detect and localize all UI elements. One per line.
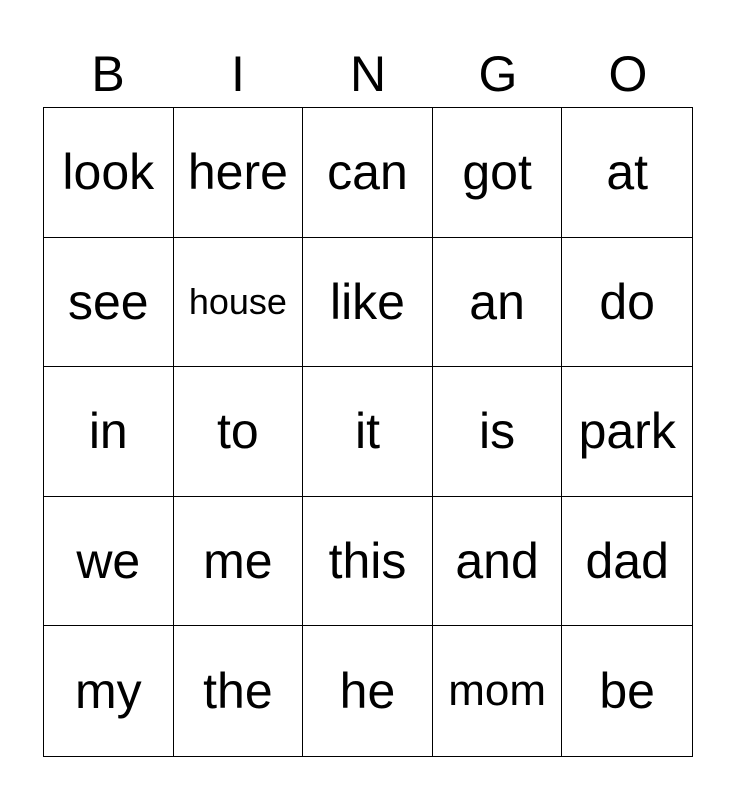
header-letter-g: G [478, 46, 518, 102]
bingo-cell: look [44, 108, 174, 238]
bingo-cell: do [562, 238, 692, 368]
bingo-cell: and [433, 497, 563, 627]
bingo-cell: at [562, 108, 692, 238]
bingo-cell: this [303, 497, 433, 627]
header-letter-n: N [349, 46, 387, 102]
bingo-cell: see [44, 238, 174, 368]
bingo-cell: he [303, 626, 433, 756]
bingo-cell: we [44, 497, 174, 627]
bingo-cell: the [174, 626, 304, 756]
header-letter-b: B [91, 46, 125, 102]
header-letter-o: O [608, 46, 648, 102]
bingo-cell: my [44, 626, 174, 756]
bingo-cell: me [174, 497, 304, 627]
bingo-cell: like [303, 238, 433, 368]
bingo-cell: to [174, 367, 304, 497]
bingo-cell: dad [562, 497, 692, 627]
bingo-cell: can [303, 108, 433, 238]
bingo-cell: is [433, 367, 563, 497]
bingo-board [43, 107, 693, 757]
bingo-cell: got [433, 108, 563, 238]
bingo-cell: in [44, 367, 174, 497]
bingo-cell: park [562, 367, 692, 497]
bingo-cell: it [303, 367, 433, 497]
bingo-cell: house [174, 238, 304, 368]
bingo-cell: here [174, 108, 304, 238]
bingo-cell: mom [433, 626, 563, 756]
bingo-cell: an [433, 238, 563, 368]
bingo-header [43, 40, 693, 108]
header-letter-i: I [231, 46, 245, 102]
bingo-cell: be [599, 663, 655, 720]
